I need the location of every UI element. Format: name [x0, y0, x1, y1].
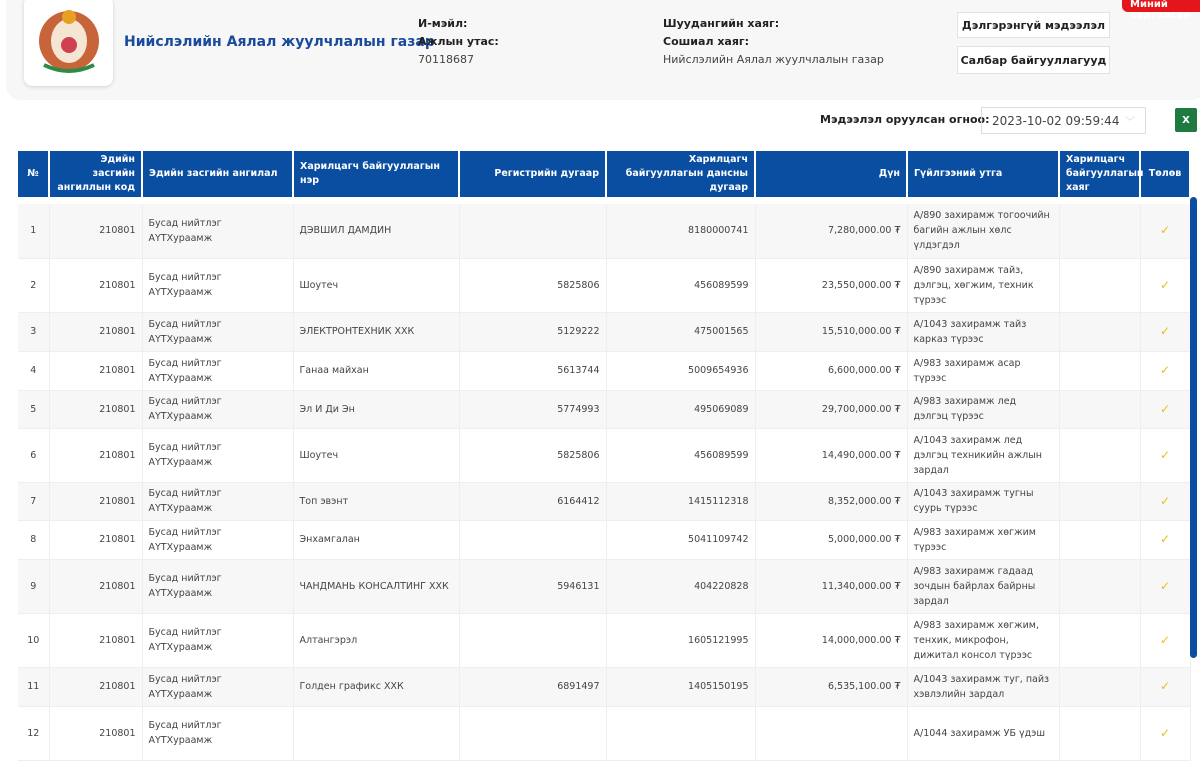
table-row[interactable] — [18, 520, 1190, 559]
partner-address — [1059, 258, 1140, 312]
account-number: 404220828 — [606, 559, 755, 613]
column-header[interactable]: Дүн — [755, 151, 907, 197]
partner-address — [1059, 351, 1140, 390]
table-row[interactable] — [18, 613, 1190, 667]
transaction-purpose: А/1043 захирамж тайз карказ түрээс — [907, 312, 1059, 351]
partner-name: Эл И Ди Эн — [293, 390, 459, 428]
row-number: 4 — [18, 351, 49, 390]
row-number: 8 — [18, 520, 49, 559]
column-header[interactable]: Эдийн засгийн ангилал — [142, 151, 293, 197]
amount — [755, 706, 907, 760]
economic-code: 210801 — [49, 667, 142, 706]
partner-address — [1059, 204, 1140, 258]
account-number: 1405150195 — [606, 667, 755, 706]
organization-logo — [24, 0, 113, 86]
account-number: 456089599 — [606, 258, 755, 312]
account-number — [606, 706, 755, 760]
row-number: 12 — [18, 706, 49, 760]
transaction-purpose: А/1043 захирамж тугны суурь түрээс — [907, 482, 1059, 520]
economic-category: Бусад нийтлэг АҮТХураамж — [142, 613, 293, 667]
saved-button[interactable]: Миний хадгалсан — [1122, 0, 1200, 12]
column-header[interactable]: № — [18, 151, 49, 197]
row-number: 1 — [18, 204, 49, 258]
partner-address — [1059, 390, 1140, 428]
table-row[interactable] — [18, 204, 1190, 258]
amount: 14,000,000.00 ₮ — [755, 613, 907, 667]
registry-number: 5129222 — [459, 312, 606, 351]
table-header-row — [18, 151, 1190, 197]
column-header[interactable]: Гүйлгээний утга — [907, 151, 1059, 197]
transaction-purpose: А/983 захирамж хөгжим, тенхик, микрофон, дижитал консол түрээс — [907, 613, 1059, 667]
account-number: 495069089 — [606, 390, 755, 428]
table-row[interactable] — [18, 258, 1190, 312]
account-number: 456089599 — [606, 428, 755, 482]
check-icon: ✓ — [1140, 390, 1190, 428]
transaction-purpose: А/983 захирамж асар түрээс — [907, 351, 1059, 390]
check-icon: ✓ — [1140, 520, 1190, 559]
partner-name: ЭЛЕКТРОНТЕХНИК ХХК — [293, 312, 459, 351]
transaction-purpose: А/890 захирамж тайз, дэлгэц, хөгжим, техник түрээс — [907, 258, 1059, 312]
details-button[interactable]: Дэлгэрэнгүй мэдээлэл — [957, 12, 1110, 38]
registry-number: 5774993 — [459, 390, 606, 428]
transaction-purpose: А/1043 захирамж лед дэлгэц техникийн ажлын зардал — [907, 428, 1059, 482]
partner-address — [1059, 520, 1140, 559]
check-icon: ✓ — [1140, 312, 1190, 351]
partner-name: ЧАНДМАНЬ КОНСАЛТИНГ ХХК — [293, 559, 459, 613]
economic-category: Бусад нийтлэг АҮТХураамж — [142, 482, 293, 520]
economic-category: Бусад нийтлэг АҮТХураамж — [142, 258, 293, 312]
economic-code: 210801 — [49, 613, 142, 667]
amount: 7,280,000.00 ₮ — [755, 204, 907, 258]
partner-name: Голден графикс ХХК — [293, 667, 459, 706]
row-number: 6 — [18, 428, 49, 482]
amount: 14,490,000.00 ₮ — [755, 428, 907, 482]
organization-name: Нийслэлийн Аялал жуулчлалын газар — [124, 34, 435, 50]
column-header[interactable]: Харилцагч байгууллагын хаяг — [1059, 151, 1140, 197]
partner-name: Ганаа майхан — [293, 351, 459, 390]
economic-code: 210801 — [49, 390, 142, 428]
table-row[interactable] — [18, 312, 1190, 351]
phone-value: 70118687 — [418, 53, 474, 66]
check-icon: ✓ — [1140, 706, 1190, 760]
column-header[interactable]: Харилцагч байгууллагын дансны дугаар — [606, 151, 755, 197]
check-icon: ✓ — [1140, 351, 1190, 390]
partner-address — [1059, 312, 1140, 351]
economic-code: 210801 — [49, 482, 142, 520]
table-row[interactable] — [18, 667, 1190, 706]
transaction-purpose: А/890 захирамж тогоочийн багийн ажлын хөлс үлдэгдэл — [907, 204, 1059, 258]
chevron-down-icon: ﹀ — [1125, 117, 1135, 128]
amount: 6,600,000.00 ₮ — [755, 351, 907, 390]
amount: 11,340,000.00 ₮ — [755, 559, 907, 613]
table-row[interactable] — [18, 559, 1190, 613]
check-icon: ✓ — [1140, 204, 1190, 258]
row-number: 3 — [18, 312, 49, 351]
partner-address — [1059, 482, 1140, 520]
account-number: 5009654936 — [606, 351, 755, 390]
partner-name: Шоутеч — [293, 258, 459, 312]
email-label: И-мэйл: — [418, 17, 468, 30]
transactions-table — [18, 151, 1191, 761]
economic-code: 210801 — [49, 428, 142, 482]
transaction-purpose: А/983 захирамж хөгжим түрээс — [907, 520, 1059, 559]
table-row[interactable] — [18, 390, 1190, 428]
column-header[interactable]: Эдийн засгийн ангиллын код — [49, 151, 142, 197]
row-number: 10 — [18, 613, 49, 667]
partner-address — [1059, 667, 1140, 706]
row-number: 7 — [18, 482, 49, 520]
economic-category: Бусад нийтлэг АҮТХураамж — [142, 559, 293, 613]
row-number: 9 — [18, 559, 49, 613]
check-icon: ✓ — [1140, 667, 1190, 706]
registry-number: 5825806 — [459, 258, 606, 312]
phone-label: Ажлын утас: — [418, 35, 499, 48]
registry-number: 5825806 — [459, 428, 606, 482]
contact-info — [418, 15, 499, 69]
economic-code: 210801 — [49, 204, 142, 258]
coat-of-arms-icon — [34, 5, 104, 77]
economic-category: Бусад нийтлэг АҮТХураамж — [142, 312, 293, 351]
transaction-purpose: А/983 захирамж лед дэлгэц түрээс — [907, 390, 1059, 428]
account-number: 1415112318 — [606, 482, 755, 520]
check-icon: ✓ — [1140, 428, 1190, 482]
registry-number: 5613744 — [459, 351, 606, 390]
partner-name: Шоутеч — [293, 428, 459, 482]
registry-number — [459, 204, 606, 258]
partner-name: Энхамгалан — [293, 520, 459, 559]
spacer — [18, 197, 1190, 204]
transaction-purpose: А/1044 захирамж УБ үдэш — [907, 706, 1059, 760]
check-icon: ✓ — [1140, 559, 1190, 613]
partner-name — [293, 706, 459, 760]
row-number: 11 — [18, 667, 49, 706]
economic-code: 210801 — [49, 351, 142, 390]
amount: 5,000,000.00 ₮ — [755, 520, 907, 559]
amount: 8,352,000.00 ₮ — [755, 482, 907, 520]
amount: 15,510,000.00 ₮ — [755, 312, 907, 351]
table-row[interactable] — [18, 428, 1190, 482]
economic-code: 210801 — [49, 258, 142, 312]
registry-number — [459, 706, 606, 760]
column-header[interactable]: Харилцагч байгууллагын нэр — [293, 151, 459, 197]
economic-category: Бусад нийтлэг АҮТХураамж — [142, 428, 293, 482]
date-select[interactable] — [981, 107, 1146, 134]
social-value: Нийслэлийн Аялал жуулчлалын газар — [663, 53, 884, 66]
economic-category: Бусад нийтлэг АҮТХураамж — [142, 351, 293, 390]
social-label: Сошиал хаяг: — [663, 35, 750, 48]
economic-category: Бусад нийтлэг АҮТХураамж — [142, 667, 293, 706]
date-value: 2023-10-02 09:59:44 — [992, 114, 1120, 128]
account-number: 475001565 — [606, 312, 755, 351]
registry-number: 5946131 — [459, 559, 606, 613]
column-header[interactable]: Төлөв — [1140, 151, 1190, 197]
economic-category: Бусад нийтлэг АҮТХураамж — [142, 390, 293, 428]
partner-address — [1059, 613, 1140, 667]
partner-address — [1059, 428, 1140, 482]
transaction-purpose: А/983 захирамж гадаад зочдын байрлах байрны зардал — [907, 559, 1059, 613]
account-number: 5041109742 — [606, 520, 755, 559]
economic-code: 210801 — [49, 312, 142, 351]
account-number: 8180000741 — [606, 204, 755, 258]
table-row[interactable] — [18, 351, 1190, 390]
check-icon: ✓ — [1140, 258, 1190, 312]
partner-address — [1059, 706, 1140, 760]
transaction-purpose: А/1043 захирамж туг, пайз хэвлэлийн зардал — [907, 667, 1059, 706]
registry-number — [459, 613, 606, 667]
check-icon: ✓ — [1140, 613, 1190, 667]
partner-name: Алтангэрэл — [293, 613, 459, 667]
row-number: 5 — [18, 390, 49, 428]
partner-name: Топ эвэнт — [293, 482, 459, 520]
economic-code: 210801 — [49, 706, 142, 760]
economic-category: Бусад нийтлэг АҮТХураамж — [142, 520, 293, 559]
registry-number — [459, 520, 606, 559]
account-number: 1605121995 — [606, 613, 755, 667]
amount: 6,535,100.00 ₮ — [755, 667, 907, 706]
mail-address-label: Шуудангийн хаяг: — [663, 17, 780, 30]
row-number: 2 — [18, 258, 49, 312]
table-row[interactable] — [18, 482, 1190, 520]
address-info — [663, 15, 884, 69]
amount: 29,700,000.00 ₮ — [755, 390, 907, 428]
vertical-scrollbar[interactable] — [1190, 197, 1197, 658]
economic-code: 210801 — [49, 520, 142, 559]
date-label: Мэдээлэл оруулсан огноо: — [820, 113, 990, 126]
check-icon: ✓ — [1140, 482, 1190, 520]
economic-code: 210801 — [49, 559, 142, 613]
column-header[interactable]: Регистрийн дугаар — [459, 151, 606, 197]
amount: 23,550,000.00 ₮ — [755, 258, 907, 312]
registry-number: 6164412 — [459, 482, 606, 520]
branches-button[interactable]: Салбар байгууллагууд — [957, 46, 1110, 74]
registry-number: 6891497 — [459, 667, 606, 706]
economic-category: Бусад нийтлэг АҮТХураамж — [142, 706, 293, 760]
partner-name: ДЭВШИЛ ДАМДИН — [293, 204, 459, 258]
table-row[interactable] — [18, 706, 1190, 760]
economic-category: Бусад нийтлэг АҮТХураамж — [142, 204, 293, 258]
partner-address — [1059, 559, 1140, 613]
excel-icon[interactable]: X — [1175, 108, 1197, 132]
